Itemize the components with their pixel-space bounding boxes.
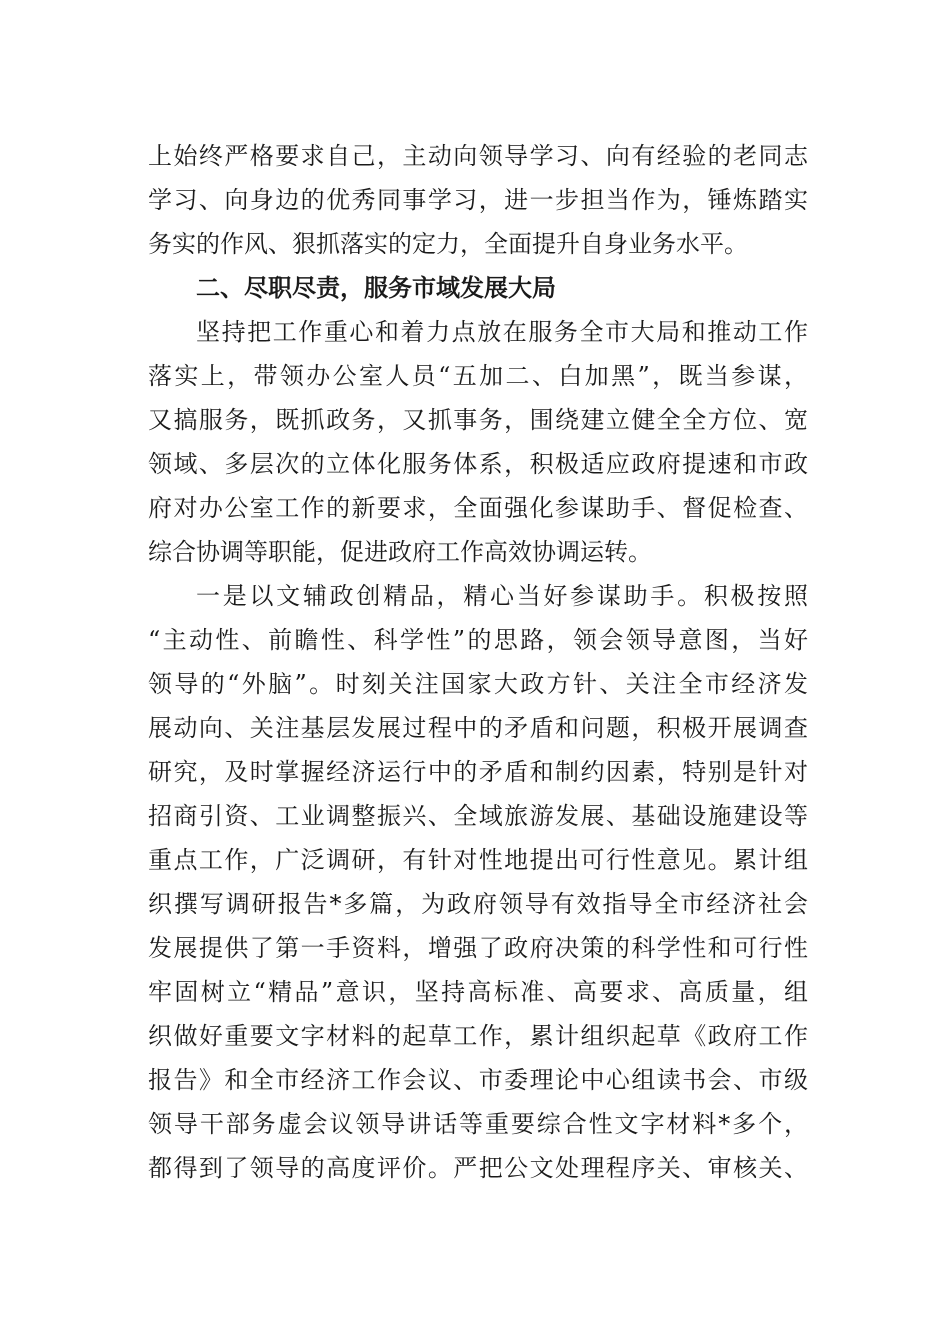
paragraph-2-line-3: 又搞服务，既抓政务，又抓事务，围绕建立健全全方位、宽 [148, 406, 808, 434]
paragraph-2-line-2: 落实上，带领办公室人员“五加二、白加黑”，既当参谋， [148, 362, 808, 390]
paragraph-3-line-10: 牢固树立“精品”意识，坚持高标准、高要求、高质量，组 [148, 978, 808, 1006]
paragraph-3-line-9: 发展提供了第一手资料，增强了政府决策的科学性和可行性 [148, 934, 808, 962]
paragraph-3-line-7: 重点工作，广泛调研，有针对性地提出可行性意见。累计组 [148, 846, 808, 874]
paragraph-3-line-12: 报告》和全市经济工作会议、市委理论中心组读书会、市级 [148, 1066, 808, 1094]
paragraph-3-line-6: 招商引资、工业调整振兴、全域旅游发展、基础设施建设等 [148, 802, 808, 830]
paragraph-2-line-4: 领域、多层次的立体化服务体系，积极适应政府提速和市政 [148, 450, 808, 478]
paragraph-3-line-4: 展动向、关注基层发展过程中的矛盾和问题，积极开展调查 [148, 714, 808, 742]
paragraph-3-line-14: 都得到了领导的高度评价。严把公文处理程序关、审核关、 [148, 1154, 808, 1182]
paragraph-3-line-13: 领导干部务虚会议领导讲话等重要综合性文字材料*多个， [148, 1110, 808, 1138]
paragraph-3-line-2: “主动性、前瞻性、科学性”的思路，领会领导意图，当好 [148, 626, 808, 654]
paragraph-2-line-5: 府对办公室工作的新要求，全面强化参谋助手、督促检查、 [148, 494, 808, 522]
paragraph-3-line-1: 一是以文辅政创精品，精心当好参谋助手。积极按照 [196, 582, 808, 610]
paragraph-3-line-8: 织撰写调研报告*多篇，为政府领导有效指导全市经济社会 [148, 890, 808, 918]
paragraph-1-line-2: 学习、向身边的优秀同事学习，进一步担当作为，锤炼踏实 [148, 186, 808, 214]
paragraph-1-line-1: 上始终严格要求自己，主动向领导学习、向有经验的老同志 [148, 142, 808, 170]
paragraph-1-line-3: 务实的作风、狠抓落实的定力，全面提升自身业务水平。 [148, 230, 748, 258]
paragraph-3-line-5: 研究，及时掌握经济运行中的矛盾和制约因素，特别是针对 [148, 758, 808, 786]
paragraph-2-line-1: 坚持把工作重心和着力点放在服务全市大局和推动工作 [196, 318, 808, 346]
paragraph-3-line-3: 领导的“外脑”。时刻关注国家大政方针、关注全市经济发 [148, 670, 808, 698]
paragraph-2-line-6: 综合协调等职能，促进政府工作高效协调运转。 [148, 538, 652, 566]
paragraph-3-line-11: 织做好重要文字材料的起草工作，累计组织起草《政府工作 [148, 1022, 808, 1050]
section-heading: 二、尽职尽责，服务市域发展大局 [196, 274, 556, 302]
